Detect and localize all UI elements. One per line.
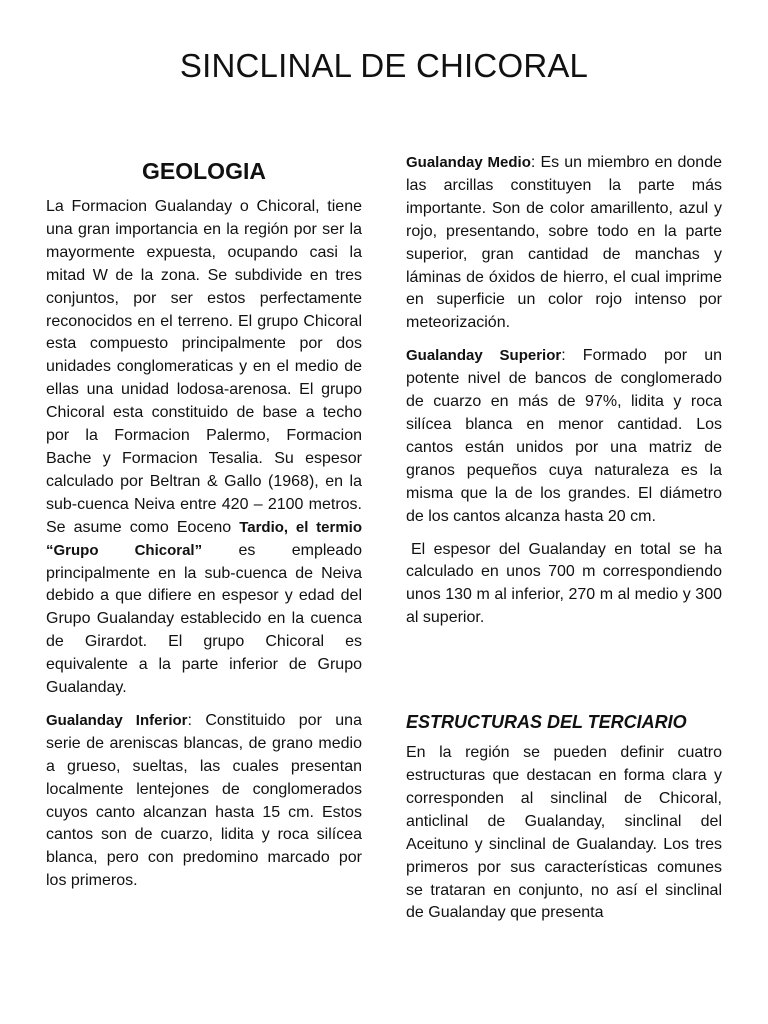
paragraph-formacion-gualanday [46,196,362,700]
paragraph-text: La Formacion Gualanday o Chicoral, tiene una gran importancia en la región por ser la mayormente expuesta, ocupando casi la mitad W de la zona. Se subdivide en tres conjuntos, por ser estos perfectamente reconocidos en el terreno. El grupo Chicoral esta compuesto principalmente por dos unidades conglomeraticas y en el medio de ellas una unidad lodosa-arenosa. El grupo Chicoral esta constituido de base a techo por la Formacion Palermo, Formacion Bache y Formacion Tesalia. Su espesor calculado por Beltran & Gallo (1968), en la sub-cuenca Neiva entre 420 – 2100 metros. Se asume como Eoceno [46,198,362,536]
term-gualanday-superior: Gualanday Superior [406,347,562,365]
section-heading-estructuras: ESTRUCTURAS DEL TERCIARIO [406,712,687,733]
paragraph-gualanday-inferior [46,710,362,893]
bold-term: Tardio, el termio “Grupo Chicoral” [46,518,362,559]
paragraph-gualanday-superior [406,345,722,528]
paragraph-estructuras: En la región se pueden definir cuatro estructuras que destacan en forma clara y corresponden al sinclinal de Chicoral, anticlinal de Gualanday, sinclinal del Aceituno y sinclinal de Gualanday. Los tres primeros por sus características comunes se trataran en conjunto, no así el sinclinal de Gualanday que presenta [406,744,722,922]
paragraph-text: : Es un miembro en donde las arcillas constituyen la parte más importante. Son de color amarillento, azul y rojo, presentando, sobre todo en la parte superior, gran cantidad de manchas y láminas de óxidos de hierro, el cual imprime en superficie un color rojo intenso por meteorización. [406,154,722,332]
paragraph-text: : Constituido por una serie de areniscas blancas, de grano medio a grueso, sueltas, las cuales presentan localmente lentejones de conglomerados cuyos canto alcanzan hasta 15 cm. Estos cantos son de cuarzo, lidita y roca silícea blanca, pero con predomino marcado por los primeros. [46,711,362,890]
left-column [46,152,362,903]
term-gualanday-inferior: Gualanday Inferior [46,711,188,729]
section-heading-geologia: GEOLOGIA [142,158,266,184]
paragraph-gualanday-medio [406,152,722,335]
right-column [406,152,722,935]
paragraph-text: : Formado por un potente nivel de bancos de conglomerado de cuarzo en más de 97%, lidita y roca silícea blanca en menor cantidad. Los cantos están unidos por una matriz de granos pequeños cuya naturaleza es la misma que la de los grandes. El diámetro de los cantos alcanza hasta 20 cm. [406,347,722,525]
page-title: SINCLINAL DE CHICORAL [179,47,589,84]
paragraph-text: es empleado principalmente en la sub-cuenca de Neiva debido a que difiere en espesor y edad del Grupo Gualanday establecido en la cuenca de Girardot. El grupo Chicoral es equivalente a la parte inferior de Grupo Gualanday. [46,541,362,697]
paragraph-espesor-total: El espesor del Gualanday en total se ha calculado en unos 700 m correspondiendo unos 130 m al inferior, 270 m al medio y 300 al superior. [406,540,722,627]
term-gualanday-medio: Gualanday Medio [406,154,531,171]
